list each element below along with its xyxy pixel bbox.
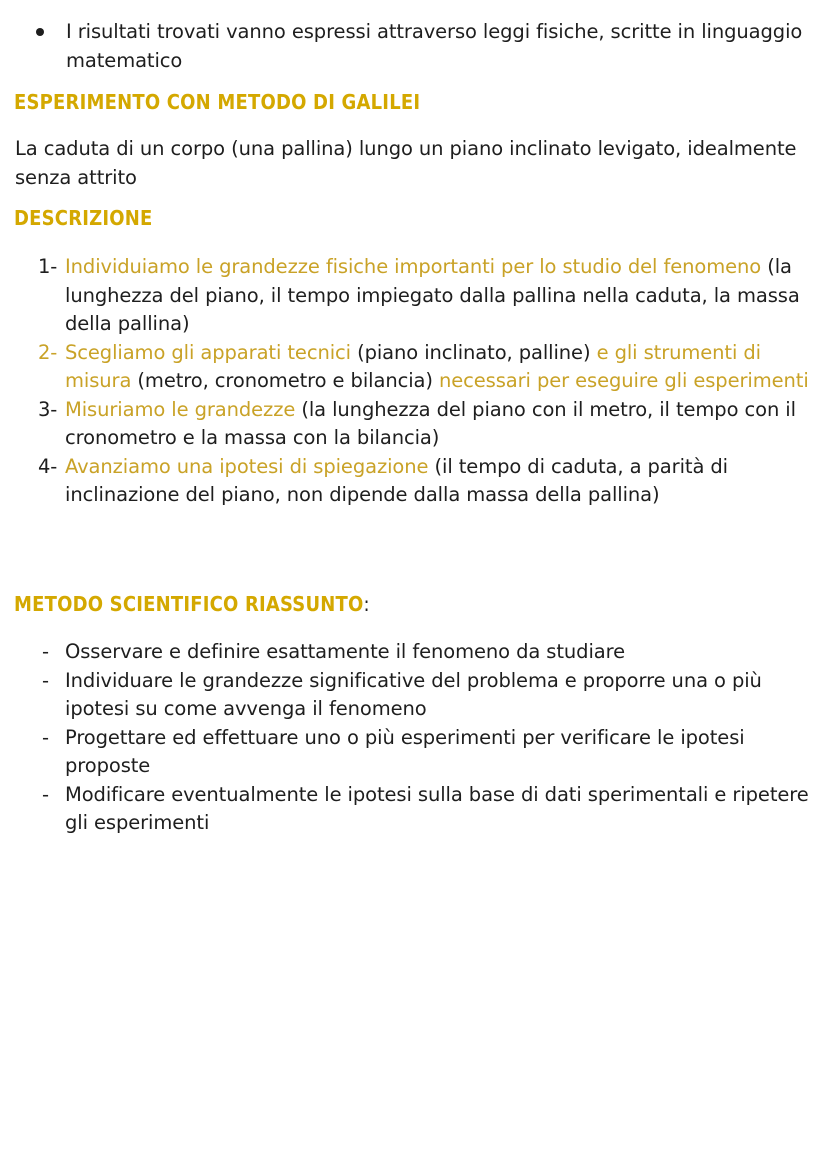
heading-text: ESPERIMENTO CON METODO DI GALILEI <box>14 90 421 114</box>
plain-text: (piano inclinato, palline) <box>350 340 597 364</box>
highlight-text: Misuriamo le grandezze <box>65 397 296 421</box>
heading-text: METODO SCIENTIFICO RIASSUNTO <box>14 592 364 616</box>
heading-text: DESCRIZIONE <box>14 206 153 230</box>
item-number: 4- <box>38 454 58 478</box>
dash-list <box>38 638 828 838</box>
plain-text: (la lunghezza del piano con il metro, il tempo con il cronometro e la massa con la bilancia) <box>65 397 796 449</box>
section-heading-descrizione <box>14 206 153 230</box>
dash-icon: - <box>42 782 49 806</box>
highlight-text: e gli strumenti di misura <box>65 340 761 392</box>
list-item <box>38 724 828 781</box>
item-number: 1- <box>38 255 58 278</box>
plain-text: (la lunghezza del piano, il tempo impiegato dalla pallina nella caduta, la massa della pallina) <box>65 255 800 335</box>
heading-colon: : <box>363 592 370 616</box>
highlight-text: necessari per eseguire gli esperimenti <box>438 369 809 392</box>
list-item <box>38 253 828 339</box>
list-item <box>38 781 828 838</box>
item-text: Modificare eventualmente le ipotesi sulla base di dati sperimentali e ripetere gli esperimenti <box>65 782 809 834</box>
list-item <box>38 638 828 667</box>
numbered-list <box>38 253 828 510</box>
list-item <box>38 667 828 724</box>
highlight-text: Scegliamo gli apparati tecnici <box>65 340 351 364</box>
bullet-text: I risultati trovati vanno espressi attraverso leggi fisiche, scritte in linguaggio matematico <box>66 20 803 72</box>
list-item <box>38 339 828 396</box>
dash-icon: - <box>42 725 49 749</box>
item-number: 2- <box>38 340 58 364</box>
list-item <box>38 453 828 510</box>
item-text: Progettare ed effettuare uno o più esperimenti per verificare le ipotesi proposte <box>65 725 745 777</box>
list-item <box>38 396 828 453</box>
plain-text: (il tempo di caduta, a parità di inclinazione del piano, non dipende dalla massa della pallina) <box>65 454 728 506</box>
item-text: Individuare le grandezze significative del problema e proporre una o più ipotesi su come avvenga il fenomeno <box>65 668 762 720</box>
highlight-text: Avanziamo una ipotesi di spiegazione <box>65 454 429 478</box>
item-text <box>65 396 828 453</box>
plain-text: (metro, cronometro e bilancia) <box>131 369 439 392</box>
section-heading-metodo <box>14 592 370 616</box>
section-heading-esperimento <box>14 90 420 114</box>
bullet-icon <box>36 28 44 36</box>
paragraph-intro: La caduta di un corpo (una pallina) lungo un piano inclinato levigato, idealmente senza attrito <box>15 137 797 189</box>
highlight-text: Individuiamo le grandezze fisiche importanti per lo studio del fenomeno <box>65 255 762 278</box>
item-text: Osservare e definire esattamente il fenomeno da studiare <box>65 640 625 663</box>
item-text <box>65 253 828 339</box>
item-number: 3- <box>38 397 58 421</box>
dash-icon: - <box>42 668 49 692</box>
item-text <box>65 453 828 510</box>
dash-icon: - <box>42 640 49 663</box>
item-text <box>65 339 828 396</box>
